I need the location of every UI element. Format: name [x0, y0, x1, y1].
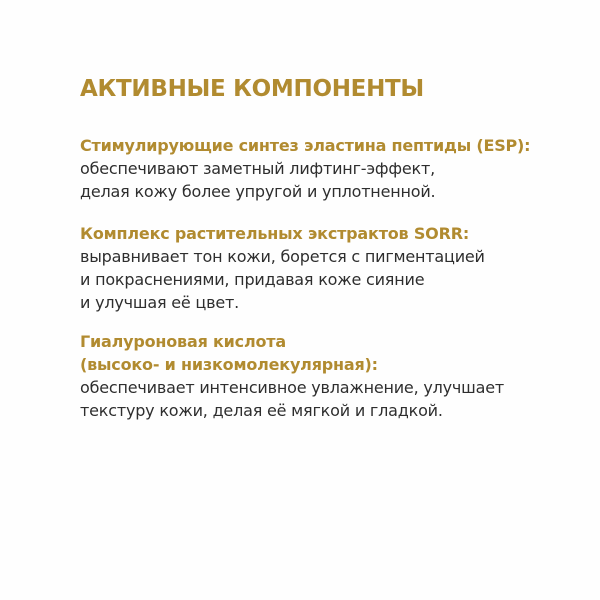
section-body [80, 245, 580, 314]
section-sorr-extracts [80, 222, 580, 314]
section-esp-peptides [80, 134, 580, 203]
heading-line: Комплекс растительных экстрактов SORR: [80, 224, 470, 243]
body-line: и покраснениями, придавая коже сияние [80, 270, 425, 289]
body-line: выравнивает тон кожи, борется с пигментацией [80, 247, 485, 266]
heading-line: (высоко- и низкомолекулярная): [80, 355, 378, 374]
heading-line: Стимулирующие синтез эластина пептиды (ESP): [80, 136, 531, 155]
body-line: делая кожу более упругой и уплотненной. [80, 182, 436, 201]
section-body [80, 157, 580, 203]
page-title: АКТИВНЫЕ КОМПОНЕНТЫ [80, 76, 424, 102]
body-line: и улучшая её цвет. [80, 293, 240, 312]
section-body [80, 376, 580, 422]
body-line: обеспечивает интенсивное увлажнение, улучшает [80, 378, 504, 397]
section-heading [80, 222, 580, 245]
body-line: текстуру кожи, делая её мягкой и гладкой. [80, 401, 443, 420]
section-heading [80, 134, 580, 157]
section-heading [80, 330, 580, 376]
section-hyaluronic-acid [80, 330, 580, 422]
heading-line: Гиалуроновая кислота [80, 332, 286, 351]
body-line: обеспечивают заметный лифтинг-эффект, [80, 159, 436, 178]
